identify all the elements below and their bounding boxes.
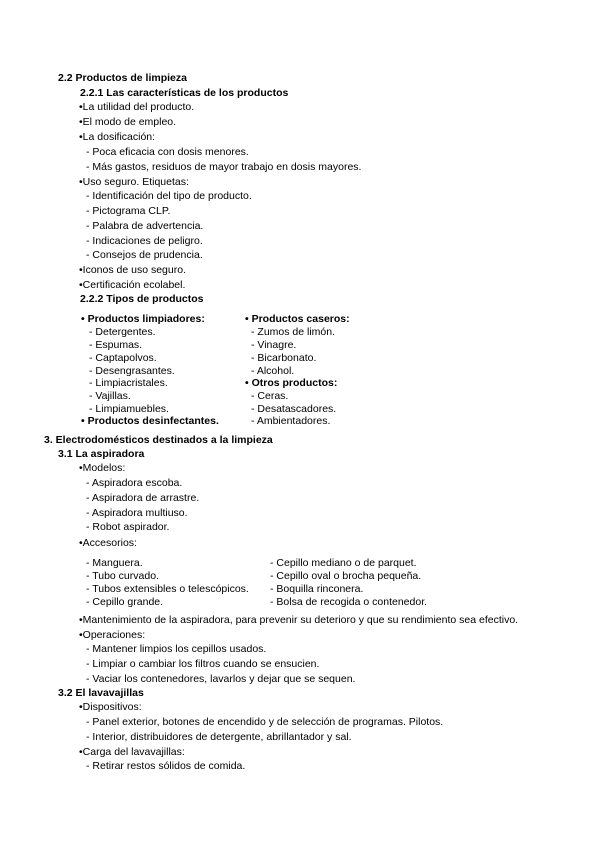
list-item: - Manguera. bbox=[86, 557, 143, 569]
list-item: - Aspiradora de arrastre. bbox=[86, 492, 200, 504]
list-item: - Limpiacristales. bbox=[89, 377, 168, 389]
list-item: •Uso seguro. Etiquetas: bbox=[79, 176, 189, 188]
list-item: - Vajillas. bbox=[89, 390, 131, 402]
list-item: - Bolsa de recogida o contenedor. bbox=[270, 596, 428, 608]
list-item: - Desengrasantes. bbox=[89, 365, 175, 377]
section-2-2-2-title: 2.2.2 Tipos de productos bbox=[80, 293, 204, 305]
list-item: - Boquilla rinconera. bbox=[270, 583, 364, 595]
list-item: •Iconos de uso seguro. bbox=[79, 264, 186, 276]
list-item: - Panel exterior, botones de encendido y de selección de programas. Pilotos. bbox=[86, 716, 444, 728]
list-item: - Desatascadores. bbox=[251, 403, 337, 415]
list-item: - Detergentes. bbox=[89, 326, 156, 338]
list-item: - Limpiar o cambiar los filtros cuando se ensucien. bbox=[86, 658, 320, 670]
list-item: •Certificación ecolabel. bbox=[79, 279, 186, 291]
list-item: - Espumas. bbox=[89, 339, 143, 351]
list-item: •Carga del lavavajillas: bbox=[79, 746, 185, 758]
products-cleaners-heading: • Productos limpiadores: bbox=[81, 313, 205, 325]
list-item: - Aspiradora escoba. bbox=[86, 477, 183, 489]
list-item: •La utilidad del producto. bbox=[79, 101, 195, 113]
section-2-2-1-title: 2.2.1 Las características de los productos bbox=[80, 87, 289, 99]
list-item: - Robot aspirador. bbox=[86, 521, 170, 533]
list-item: - Retirar restos sólidos de comida. bbox=[86, 760, 246, 772]
list-item: •El modo de empleo. bbox=[79, 116, 177, 128]
list-item: - Vinagre. bbox=[251, 339, 297, 351]
list-item: - Mantener limpios los cepillos usados. bbox=[86, 643, 267, 655]
section-3-title: 3. Electrodomésticos destinados a la limpieza bbox=[44, 434, 273, 446]
list-item: - Más gastos, residuos de mayor trabajo en dosis mayores. bbox=[86, 161, 362, 173]
list-item: - Ceras. bbox=[251, 390, 289, 402]
list-item: •Modelos: bbox=[79, 462, 126, 474]
list-item: - Captapolvos. bbox=[89, 352, 157, 364]
list-item: - Pictograma CLP. bbox=[86, 205, 171, 217]
list-item: - Ambientadores. bbox=[251, 415, 331, 427]
list-item: - Identificación del tipo de producto. bbox=[86, 190, 252, 202]
list-item: •Operaciones: bbox=[79, 629, 146, 641]
list-item: - Interior, distribuidores de detergente, abrillantador y sal. bbox=[86, 731, 352, 743]
list-item: - Indicaciones de peligro. bbox=[86, 235, 203, 247]
list-item: - Cepillo mediano o de parquet. bbox=[270, 557, 417, 569]
section-2-2-title: 2.2 Productos de limpieza bbox=[58, 72, 187, 84]
list-item: - Zumos de limón. bbox=[251, 326, 336, 338]
list-item: •Mantenimiento de la aspiradora, para prevenir su deterioro y que su rendimiento sea efectivo. bbox=[79, 614, 519, 626]
products-disinfectants-heading: • Productos desinfectantes. bbox=[81, 415, 219, 427]
list-item: - Poca eficacia con dosis menores. bbox=[86, 146, 249, 158]
section-3-1-title: 3.1 La aspiradora bbox=[58, 448, 145, 460]
products-other-heading: • Otros productos: bbox=[245, 377, 338, 389]
list-item: •La dosificación: bbox=[79, 131, 156, 143]
list-item: - Tubos extensibles o telescópicos. bbox=[86, 583, 249, 595]
list-item: - Alcohol. bbox=[251, 365, 295, 377]
list-item: •Dispositivos: bbox=[79, 701, 142, 713]
list-item: - Palabra de advertencia. bbox=[86, 220, 204, 232]
list-item: - Aspiradora multiuso. bbox=[86, 507, 188, 519]
products-homemade-heading: • Productos caseros: bbox=[245, 313, 350, 325]
list-item: - Tubo curvado. bbox=[86, 570, 159, 582]
list-item: - Cepillo grande. bbox=[86, 596, 164, 608]
list-item: - Consejos de prudencia. bbox=[86, 249, 203, 261]
list-item: •Accesorios: bbox=[79, 537, 137, 549]
section-3-2-title: 3.2 El lavavajillas bbox=[58, 687, 144, 699]
list-item: - Bicarbonato. bbox=[251, 352, 317, 364]
list-item: - Cepillo oval o brocha pequeña. bbox=[270, 570, 422, 582]
list-item: - Limpiamuebles. bbox=[89, 403, 169, 415]
list-item: - Vaciar los contenedores, lavarlos y dejar que se sequen. bbox=[86, 673, 356, 685]
